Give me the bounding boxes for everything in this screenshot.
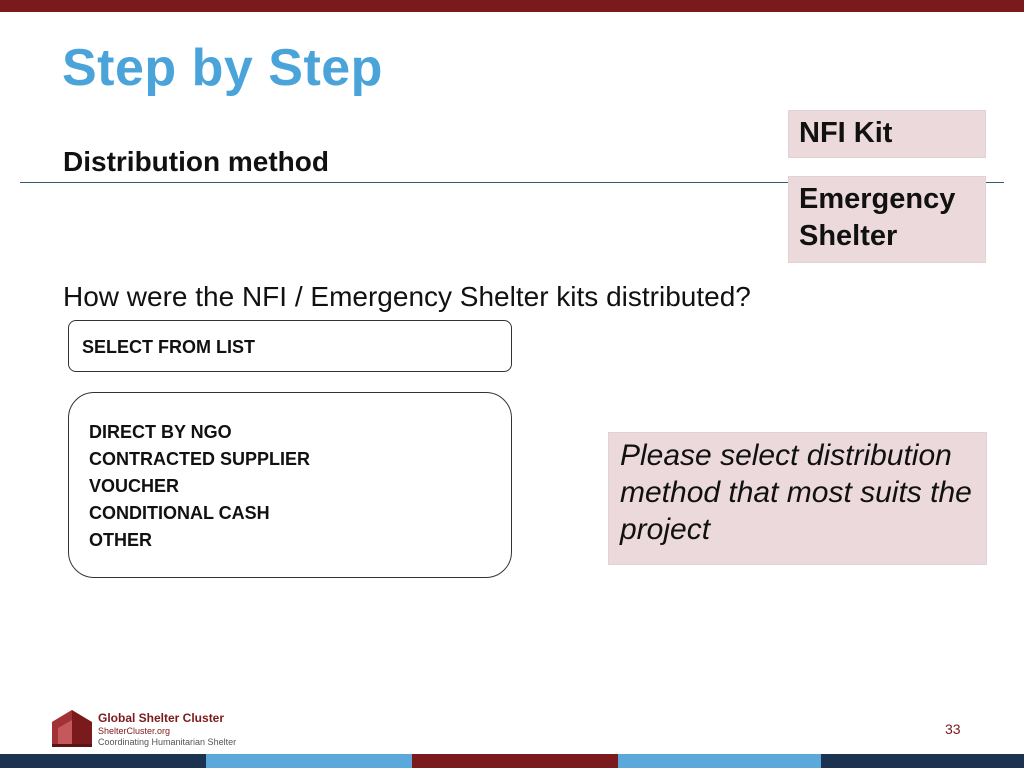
- bottom-bar-segment: [0, 754, 206, 768]
- org-tagline: Coordinating Humanitarian Shelter: [98, 737, 237, 747]
- page-number: 33: [945, 721, 961, 737]
- top-accent-bar: [0, 0, 1024, 12]
- bottom-accent-bar: [0, 754, 1024, 768]
- bottom-bar-segment: [206, 754, 412, 768]
- option-conditional-cash[interactable]: CONDITIONAL CASH: [89, 503, 270, 523]
- option-contracted-supplier[interactable]: CONTRACTED SUPPLIER: [89, 449, 311, 469]
- option-other[interactable]: OTHER: [89, 530, 152, 550]
- option-direct-by-ngo[interactable]: DIRECT BY NGO: [89, 422, 232, 442]
- nfi-kit-tag: NFI Kit: [788, 110, 986, 158]
- bottom-bar-segment: [618, 754, 821, 768]
- distribution-options-list: [68, 392, 512, 578]
- bottom-bar-segment: [412, 754, 618, 768]
- bottom-bar-segment: [821, 754, 1024, 768]
- select-from-list-dropdown[interactable]: SELECT FROM LIST: [68, 320, 512, 372]
- option-voucher[interactable]: VOUCHER: [89, 476, 180, 496]
- question-text: How were the NFI / Emergency Shelter kits distributed?: [63, 281, 751, 312]
- slide-subtitle: Distribution method: [63, 146, 329, 177]
- org-site-link[interactable]: ShelterCluster.org: [98, 726, 171, 736]
- emergency-shelter-tag: Emergency Shelter: [788, 176, 986, 263]
- slide-title: Step by Step: [62, 39, 383, 97]
- instruction-callout: Please select distribution method that most suits the project: [608, 432, 987, 565]
- shelter-house-icon: [50, 708, 94, 748]
- org-name: Global Shelter Cluster: [98, 711, 225, 725]
